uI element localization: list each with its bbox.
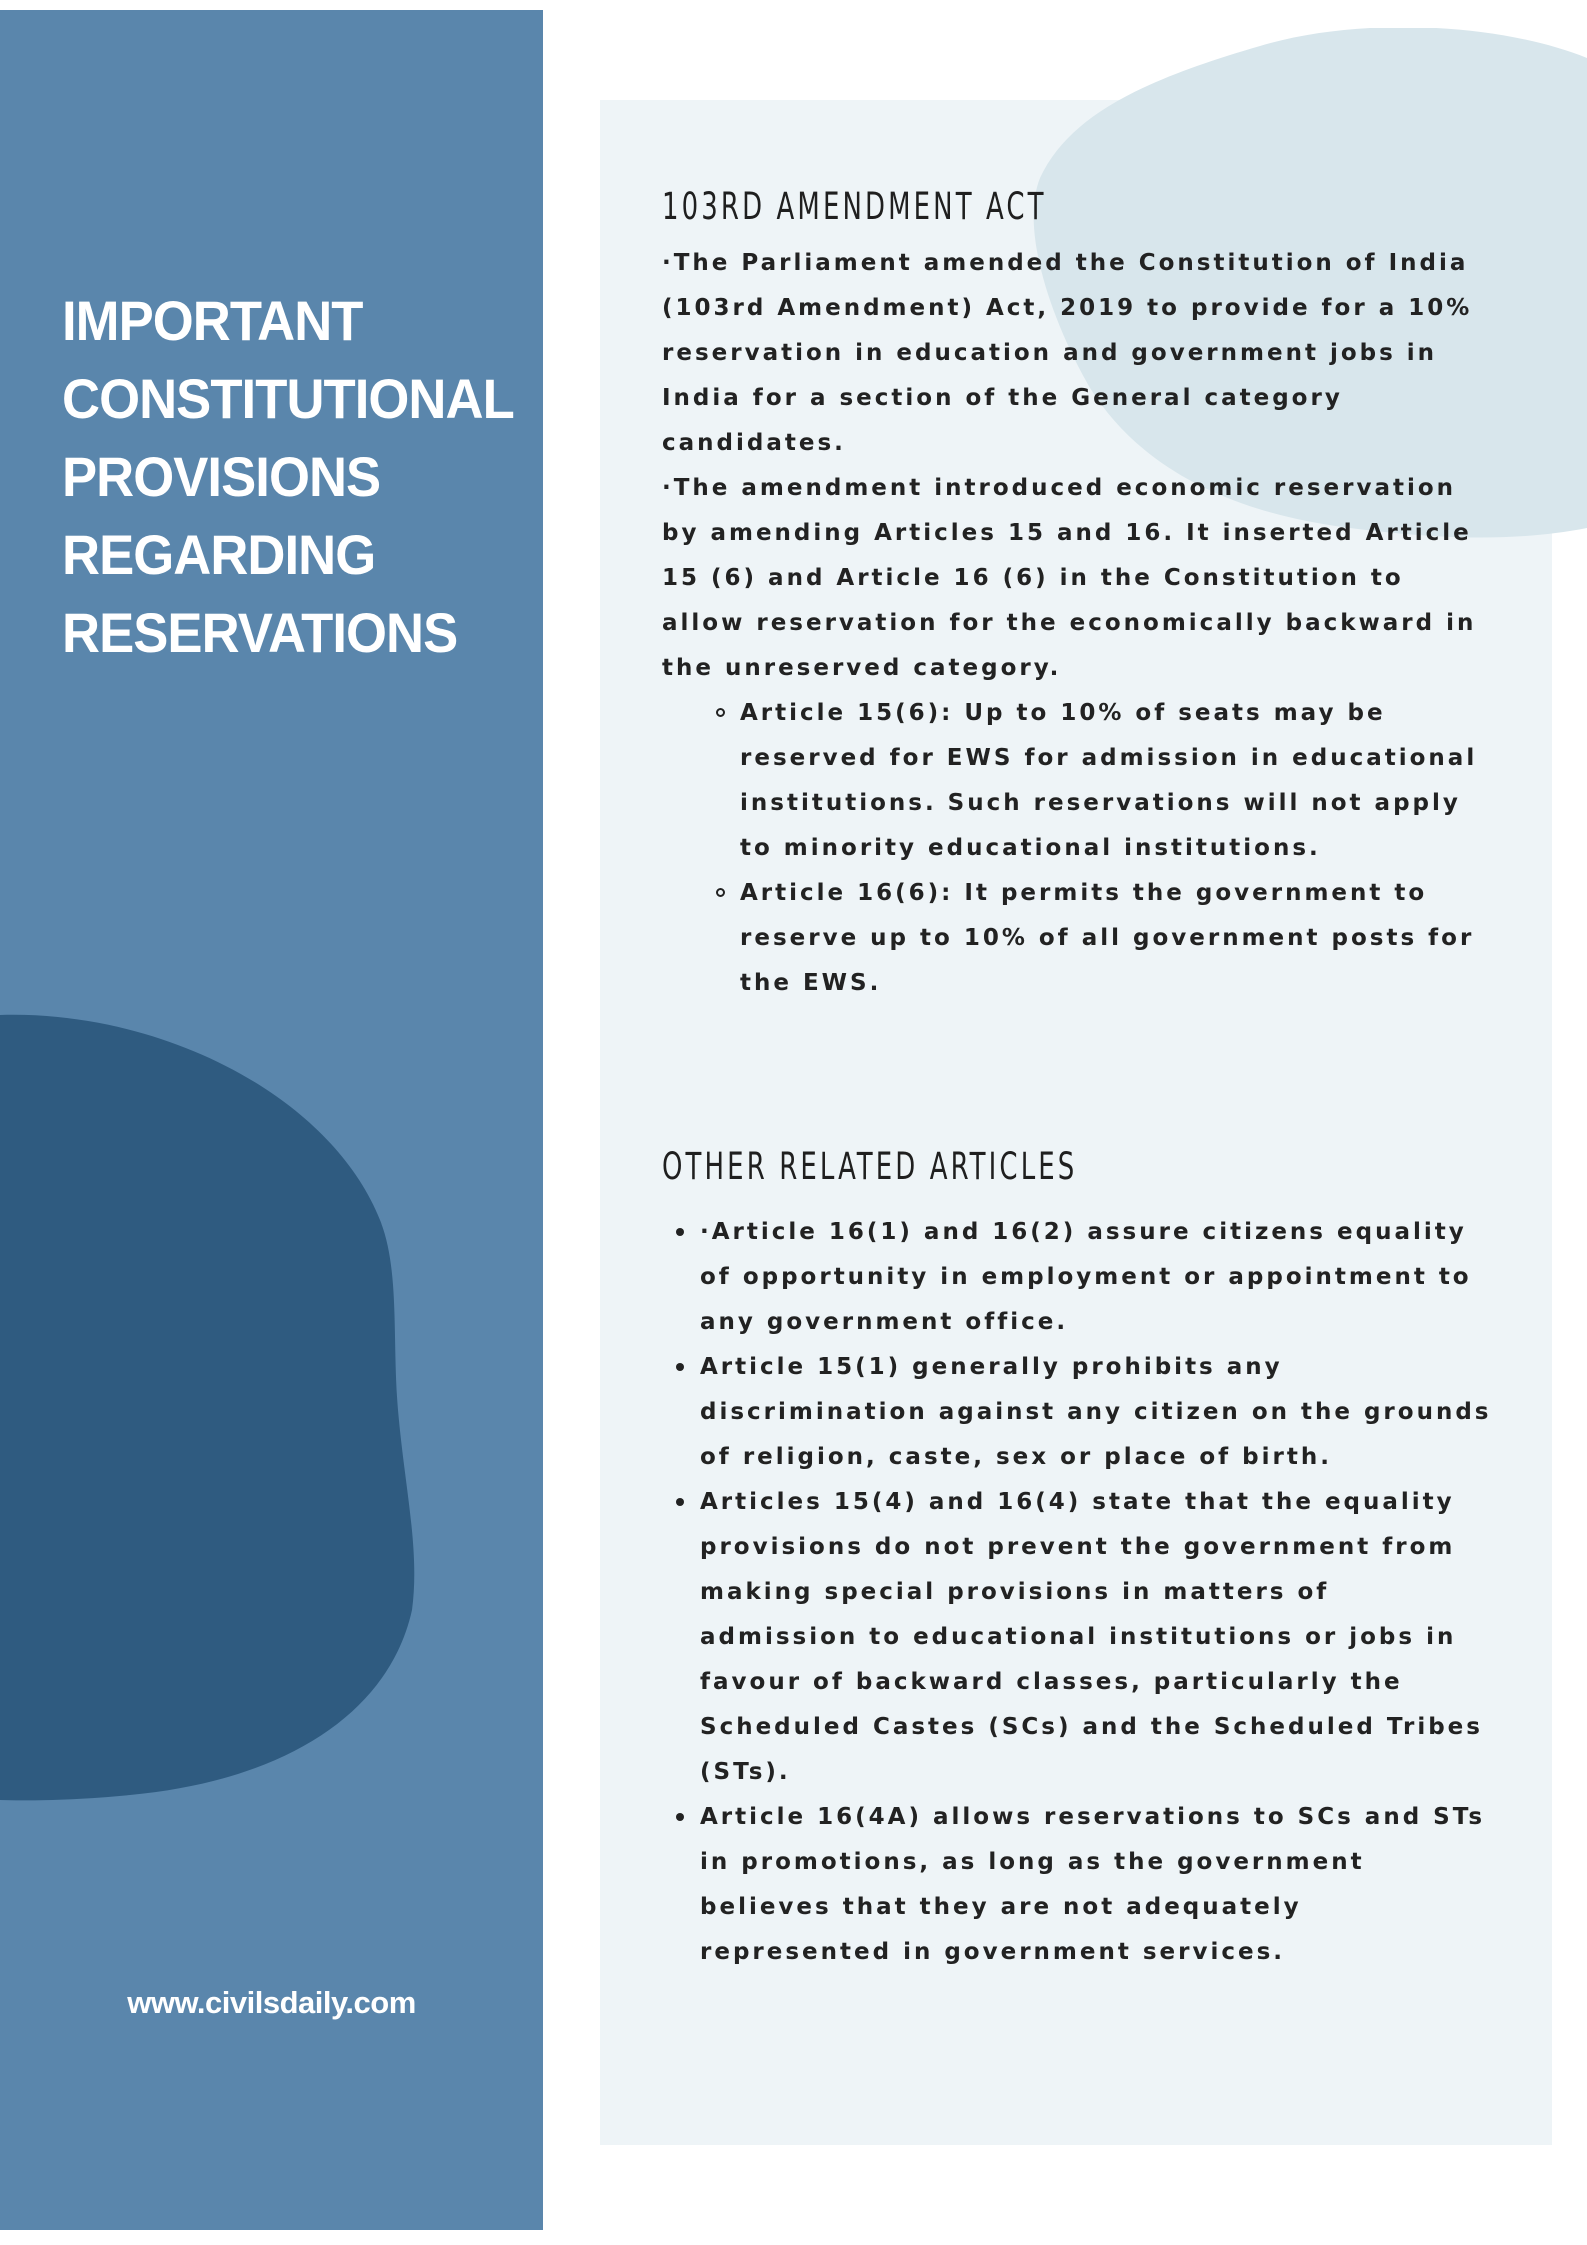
dot-bullet-icon xyxy=(676,1228,684,1236)
title-line-5: RESERVATIONS xyxy=(62,601,458,664)
dot-bullet-icon xyxy=(676,1363,684,1371)
paragraph-1: ·The Parliament amended the Constitution of India (103rd Amendment) Act, 2019 to provide for a 10% reservation in education and government jobs in India for a section of the General category candidates. xyxy=(662,250,1473,456)
title-line-1: IMPORTANT xyxy=(62,289,363,352)
section-heading-related: OTHER RELATED ARTICLES xyxy=(662,1145,1078,1188)
article-sub-list xyxy=(662,691,1492,1006)
section-related-articles xyxy=(662,1145,1492,1975)
list-item xyxy=(700,1795,1492,1975)
left-sidebar xyxy=(0,10,543,2230)
title-line-3: PROVISIONS xyxy=(62,445,381,508)
list-item xyxy=(700,1480,1492,1795)
paragraph-2: ·The amendment introduced economic reservation by amending Articles 15 and 16. It inserted Article 15 (6) and Article 16 (6) in the Constitution to allow reservation for the economically backward in the unreserved category. xyxy=(662,475,1477,681)
list-item-text: ·Article 16(1) and 16(2) assure citizens equality of opportunity in employment or appointment to any government office. xyxy=(700,1219,1472,1335)
title-line-2: CONSTITUTIONAL xyxy=(62,367,514,430)
list-item xyxy=(700,1345,1492,1480)
circle-bullet-icon xyxy=(716,888,725,897)
page-title xyxy=(62,282,514,672)
dot-bullet-icon xyxy=(676,1498,684,1506)
sidebar-blob-path xyxy=(0,1015,414,1801)
title-line-4: REGARDING xyxy=(62,523,376,586)
dot-bullet-icon xyxy=(676,1813,684,1821)
section-amendment xyxy=(662,185,1492,1006)
related-articles-list xyxy=(662,1210,1492,1975)
website-url: www.civilsdaily.com xyxy=(127,1985,416,2020)
circle-bullet-icon xyxy=(716,708,725,717)
list-item xyxy=(700,1210,1492,1345)
list-item-text: Article 15(6): Up to 10% of seats may be reserved for EWS for admission in educational institutions. Such reservations will not apply to minority educational institutions. xyxy=(740,700,1478,861)
section-heading-amendment: 103RD AMENDMENT ACT xyxy=(662,185,1047,228)
list-item-text: Article 16(6): It permits the government to reserve up to 10% of all government posts for the EWS. xyxy=(740,880,1475,996)
list-item-text: Article 16(4A) allows reservations to SCs and STs in promotions, as long as the government believes that they are not adequately represented in government services. xyxy=(700,1804,1486,1965)
list-item-text: Articles 15(4) and 16(4) state that the equality provisions do not prevent the government from making special provisions in matters of admission to educational institutions or jobs in favour of backward classes, particularly the Scheduled Castes (SCs) and the Scheduled Tribes (STs). xyxy=(700,1489,1483,1785)
list-item xyxy=(740,691,1492,871)
list-item xyxy=(740,871,1492,1006)
list-item-text: Article 15(1) generally prohibits any discrimination against any citizen on the grounds of religion, caste, sex or place of birth. xyxy=(700,1354,1492,1470)
